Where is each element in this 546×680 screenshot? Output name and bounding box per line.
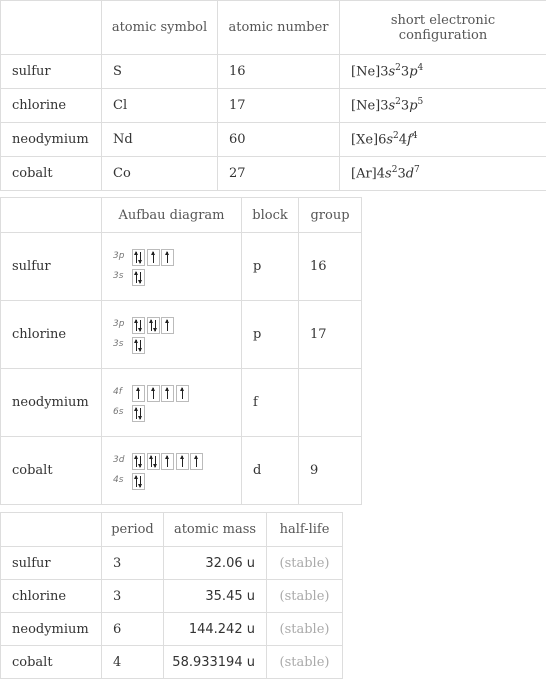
mass-value: 58.933194 <box>172 654 243 670</box>
config-electrons-2: 7 <box>414 165 420 176</box>
header-period: period <box>102 513 164 547</box>
mass-value: 144.242 <box>188 621 243 637</box>
element-name: chlorine <box>1 89 102 123</box>
shell-label: 6s <box>113 406 124 417</box>
atomic-mass <box>164 613 267 646</box>
mass-value: 35.45 <box>205 588 243 604</box>
aufbau-shell <box>113 453 241 469</box>
atomic-mass <box>164 547 267 580</box>
header-atomic-mass: atomic mass <box>164 513 267 547</box>
orbital-box <box>132 473 145 490</box>
spin-up-arrow <box>136 272 137 283</box>
spin-up-arrow <box>151 456 152 467</box>
config-electrons-1: 2 <box>395 63 401 74</box>
spin-down-arrow <box>140 272 141 283</box>
header-half-life: half-life <box>267 513 343 547</box>
table-row <box>1 233 362 301</box>
atomic-mass <box>164 580 267 613</box>
spin-down-arrow <box>155 456 156 467</box>
atomic-symbol: Nd <box>102 123 218 157</box>
element-name: cobalt <box>1 437 102 505</box>
config-electrons-1: 2 <box>393 131 399 142</box>
element-name: neodymium <box>1 613 102 646</box>
config-shell-1: 4 <box>376 166 386 182</box>
block: p <box>242 233 299 301</box>
config-orbital-2: p <box>409 64 418 80</box>
mass-unit: u <box>246 654 255 670</box>
config-shell-2: 4 <box>398 132 408 148</box>
table-row <box>1 646 343 679</box>
orbital-box <box>147 385 160 402</box>
shell-label: 4f <box>113 386 122 397</box>
orbital-box <box>147 317 160 334</box>
aufbau-diagram <box>102 233 242 301</box>
spin-down-arrow <box>140 252 141 263</box>
orbital-box <box>132 269 145 286</box>
element-name: chlorine <box>1 301 102 369</box>
spin-up-arrow <box>196 456 197 467</box>
spin-up-arrow <box>167 252 168 263</box>
aufbau-table <box>0 197 362 505</box>
table-header-row <box>1 1 546 55</box>
config-orbital-2: d <box>405 166 415 182</box>
header-group: group <box>299 198 362 233</box>
config-core: [Ar] <box>351 166 377 182</box>
aufbau-shell <box>113 337 241 353</box>
config-orbital-1: s <box>386 132 394 148</box>
group: 16 <box>299 233 362 301</box>
table-row <box>1 301 362 369</box>
element-name: cobalt <box>1 157 102 191</box>
table-row <box>1 157 546 191</box>
config-core: [Ne] <box>351 64 381 80</box>
element-name: neodymium <box>1 123 102 157</box>
spin-up-arrow <box>136 456 137 467</box>
period: 3 <box>102 547 164 580</box>
header-aufbau-diagram: Aufbau diagram <box>102 198 242 233</box>
atomic-number: 27 <box>218 157 340 191</box>
config-shell-1: 6 <box>378 132 387 148</box>
shell-label: 3p <box>113 318 125 329</box>
mass-unit: u <box>246 555 255 571</box>
electron-configuration <box>340 89 546 123</box>
header-empty <box>1 198 102 233</box>
element-name: sulfur <box>1 547 102 580</box>
atomic-mass <box>164 646 267 679</box>
spin-up-arrow <box>136 476 137 487</box>
shell-label: 3d <box>113 454 125 465</box>
table-row <box>1 123 546 157</box>
element-name: sulfur <box>1 233 102 301</box>
orbital-box <box>132 317 145 334</box>
orbital-box <box>132 337 145 354</box>
half-life: (stable) <box>267 613 343 646</box>
config-electrons-2: 5 <box>417 97 424 108</box>
spin-up-arrow <box>136 340 137 351</box>
element-name: sulfur <box>1 55 102 89</box>
orbital-box <box>161 249 174 266</box>
shell-label: 4s <box>113 474 124 485</box>
period: 4 <box>102 646 164 679</box>
atomic-symbol: Co <box>102 157 218 191</box>
atomic-number: 60 <box>218 123 340 157</box>
config-shell-2: 3 <box>397 166 406 182</box>
spin-down-arrow <box>140 340 141 351</box>
config-orbital-2: f <box>407 132 412 148</box>
orbital-box <box>161 453 174 470</box>
aufbau-diagram <box>102 301 242 369</box>
spin-down-arrow <box>155 320 156 331</box>
header-electronic-configuration: short electronic configuration <box>340 1 546 55</box>
spin-up-arrow <box>153 388 154 399</box>
orbital-box <box>132 453 145 470</box>
orbital-box <box>161 317 174 334</box>
properties-table <box>0 0 546 191</box>
config-shell-2: 3 <box>400 64 410 80</box>
table-header-row <box>1 198 362 233</box>
half-life: (stable) <box>267 580 343 613</box>
header-empty <box>1 513 102 547</box>
mass-table <box>0 512 343 679</box>
config-electrons-2: 4 <box>411 131 418 142</box>
spin-up-arrow <box>182 388 183 399</box>
aufbau-diagram <box>102 369 242 437</box>
shell-label: 3s <box>113 338 124 349</box>
mass-value: 32.06 <box>205 555 243 571</box>
orbital-box <box>147 453 160 470</box>
shell-label: 3s <box>113 270 124 281</box>
spin-down-arrow <box>140 320 141 331</box>
config-orbital-1: s <box>388 98 396 114</box>
config-orbital-2: p <box>409 98 418 114</box>
orbital-box <box>190 453 203 470</box>
config-core: [Xe] <box>351 132 379 148</box>
orbital-box <box>132 249 145 266</box>
orbital-box <box>176 453 189 470</box>
block: p <box>242 301 299 369</box>
orbital-box <box>132 385 145 402</box>
table-row <box>1 437 362 505</box>
orbital-box <box>161 385 174 402</box>
table-row <box>1 547 343 580</box>
group: 17 <box>299 301 362 369</box>
spin-up-arrow <box>136 408 137 419</box>
orbital-box <box>147 249 160 266</box>
spin-down-arrow <box>140 456 141 467</box>
orbital-box <box>132 405 145 422</box>
aufbau-shell <box>113 317 241 333</box>
aufbau-diagram <box>102 437 242 505</box>
config-electrons-2: 4 <box>417 63 424 74</box>
aufbau-shell <box>113 405 241 421</box>
spin-up-arrow <box>136 320 137 331</box>
spin-up-arrow <box>182 456 183 467</box>
table-row <box>1 580 343 613</box>
element-name: chlorine <box>1 580 102 613</box>
spin-up-arrow <box>138 388 139 399</box>
table-row <box>1 613 343 646</box>
table-row <box>1 55 546 89</box>
period: 6 <box>102 613 164 646</box>
element-name: cobalt <box>1 646 102 679</box>
spin-up-arrow <box>151 320 152 331</box>
electron-configuration <box>340 123 546 157</box>
spin-up-arrow <box>167 456 168 467</box>
config-electrons-1: 2 <box>391 165 398 176</box>
group <box>299 369 362 437</box>
element-name: neodymium <box>1 369 102 437</box>
group: 9 <box>299 437 362 505</box>
atomic-symbol: Cl <box>102 89 218 123</box>
config-core: [Ne] <box>351 98 381 114</box>
header-empty <box>1 1 102 55</box>
table-row <box>1 89 546 123</box>
electron-configuration <box>340 55 546 89</box>
aufbau-shell <box>113 269 241 285</box>
spin-up-arrow <box>167 388 168 399</box>
config-orbital-1: s <box>385 166 392 182</box>
spin-up-arrow <box>167 320 168 331</box>
spin-up-arrow <box>153 252 154 263</box>
orbital-box <box>176 385 189 402</box>
atomic-symbol: S <box>102 55 218 89</box>
spin-down-arrow <box>140 476 141 487</box>
config-electrons-1: 2 <box>395 97 401 108</box>
header-atomic-number: atomic number <box>218 1 340 55</box>
header-atomic-symbol: atomic symbol <box>102 1 218 55</box>
mass-unit: u <box>246 621 255 637</box>
block: d <box>242 437 299 505</box>
aufbau-shell <box>113 249 241 265</box>
config-shell-2: 3 <box>400 98 410 114</box>
mass-unit: u <box>246 588 255 604</box>
atomic-number: 16 <box>218 55 340 89</box>
half-life: (stable) <box>267 547 343 580</box>
shell-label: 3p <box>113 250 125 261</box>
config-shell-1: 3 <box>380 98 389 114</box>
aufbau-shell <box>113 385 241 401</box>
config-orbital-1: s <box>388 64 396 80</box>
aufbau-shell <box>113 473 241 489</box>
period: 3 <box>102 580 164 613</box>
half-life: (stable) <box>267 646 343 679</box>
header-block: block <box>242 198 299 233</box>
config-shell-1: 3 <box>380 64 389 80</box>
table-row <box>1 369 362 437</box>
block: f <box>242 369 299 437</box>
table-header-row <box>1 513 343 547</box>
atomic-number: 17 <box>218 89 340 123</box>
spin-up-arrow <box>136 252 137 263</box>
spin-down-arrow <box>140 408 141 419</box>
electron-configuration <box>340 157 546 191</box>
